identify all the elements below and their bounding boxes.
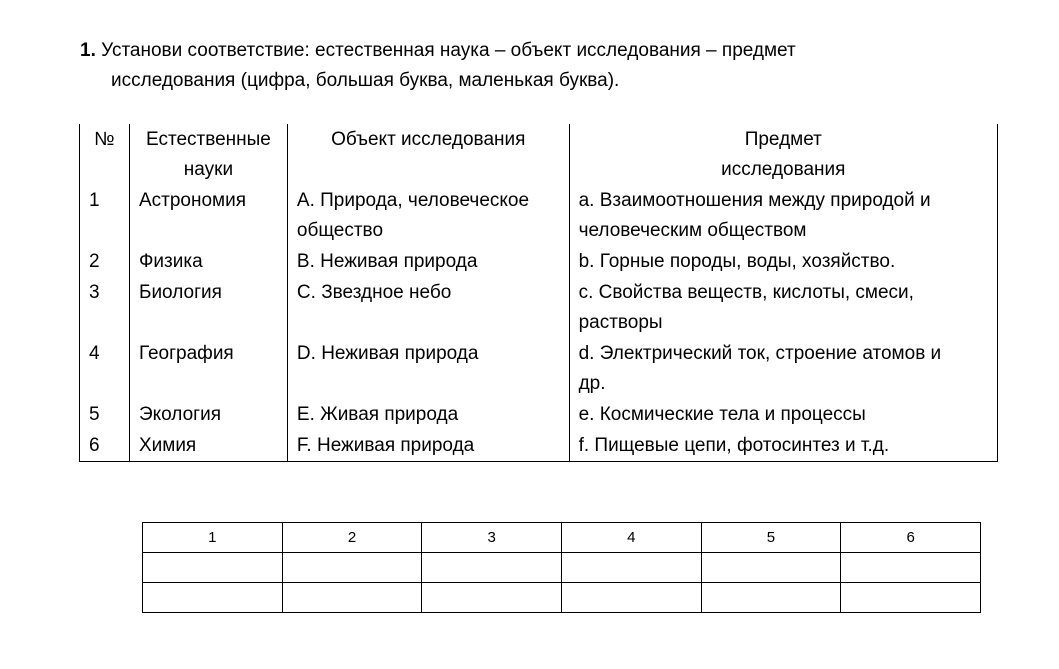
- row-num: 3: [80, 277, 130, 338]
- answer-cell[interactable]: [701, 583, 841, 613]
- answer-table: [142, 522, 981, 613]
- table-row: [80, 430, 998, 462]
- row-object: E. Живая природа: [287, 399, 569, 430]
- table-row: [80, 338, 998, 399]
- task-text-line-2: исследования (цифра, большая буква, маленькая буква).: [111, 70, 620, 91]
- table-row: [80, 185, 998, 246]
- answer-cell[interactable]: [701, 553, 841, 583]
- row-num: 2: [80, 246, 130, 277]
- row-science: Физика: [129, 246, 287, 277]
- row-object: B. Неживая природа: [287, 246, 569, 277]
- answer-cell[interactable]: [282, 553, 422, 583]
- answer-cell[interactable]: [561, 553, 701, 583]
- table-header-row: [80, 124, 998, 185]
- answer-header-cell: 1: [143, 523, 283, 553]
- table-row: [80, 246, 998, 277]
- row-subject: d. Электрический ток, строение атомов и др.: [569, 338, 997, 399]
- row-object: А. Природа, человеческое общество: [287, 185, 569, 246]
- matching-table: [79, 124, 998, 462]
- row-object: F. Неживая природа: [287, 430, 569, 462]
- row-num: 4: [80, 338, 130, 399]
- row-science: География: [129, 338, 287, 399]
- table-row: [80, 399, 998, 430]
- answer-cell[interactable]: [143, 583, 283, 613]
- row-science: Химия: [129, 430, 287, 462]
- header-science: Естественные науки: [129, 124, 287, 185]
- answer-header-cell: 4: [561, 523, 701, 553]
- row-subject: b. Горные породы, воды, хозяйство.: [569, 246, 997, 277]
- row-num: 5: [80, 399, 130, 430]
- answer-cell[interactable]: [422, 553, 562, 583]
- answer-header-cell: 5: [701, 523, 841, 553]
- row-subject: a. Взаимоотношения между природой и человеческим обществом: [569, 185, 997, 246]
- answer-cell[interactable]: [422, 583, 562, 613]
- row-subject: c. Свойства веществ, кислоты, смеси, растворы: [569, 277, 997, 338]
- table-row: [80, 277, 998, 338]
- header-num: №: [80, 124, 130, 185]
- row-subject: f. Пищевые цепи, фотосинтез и т.д.: [569, 430, 997, 462]
- header-subject: Предмет исследования: [569, 124, 997, 185]
- row-object: C. Звездное небо: [287, 277, 569, 338]
- row-object: D. Неживая природа: [287, 338, 569, 399]
- answer-header-cell: 6: [841, 523, 981, 553]
- row-science: Астрономия: [129, 185, 287, 246]
- task-text-line-1: Установи соответствие: естественная наука – объект исследования – предмет: [101, 40, 796, 61]
- row-num: 6: [80, 430, 130, 462]
- answer-cell[interactable]: [841, 553, 981, 583]
- row-num: 1: [80, 185, 130, 246]
- task-statement: [80, 36, 980, 96]
- answer-row-capital-letter: [143, 553, 981, 583]
- answer-header-cell: 2: [282, 523, 422, 553]
- header-object: Объект исследования: [287, 124, 569, 185]
- answer-cell[interactable]: [282, 583, 422, 613]
- row-science: Биология: [129, 277, 287, 338]
- task-line-1: [80, 36, 980, 66]
- answer-cell[interactable]: [841, 583, 981, 613]
- answer-cell[interactable]: [143, 553, 283, 583]
- task-number: 1.: [80, 40, 96, 61]
- answer-header-row: [143, 523, 981, 553]
- answer-cell[interactable]: [561, 583, 701, 613]
- answer-row-small-letter: [143, 583, 981, 613]
- answer-header-cell: 3: [422, 523, 562, 553]
- row-subject: e. Космические тела и процессы: [569, 399, 997, 430]
- row-science: Экология: [129, 399, 287, 430]
